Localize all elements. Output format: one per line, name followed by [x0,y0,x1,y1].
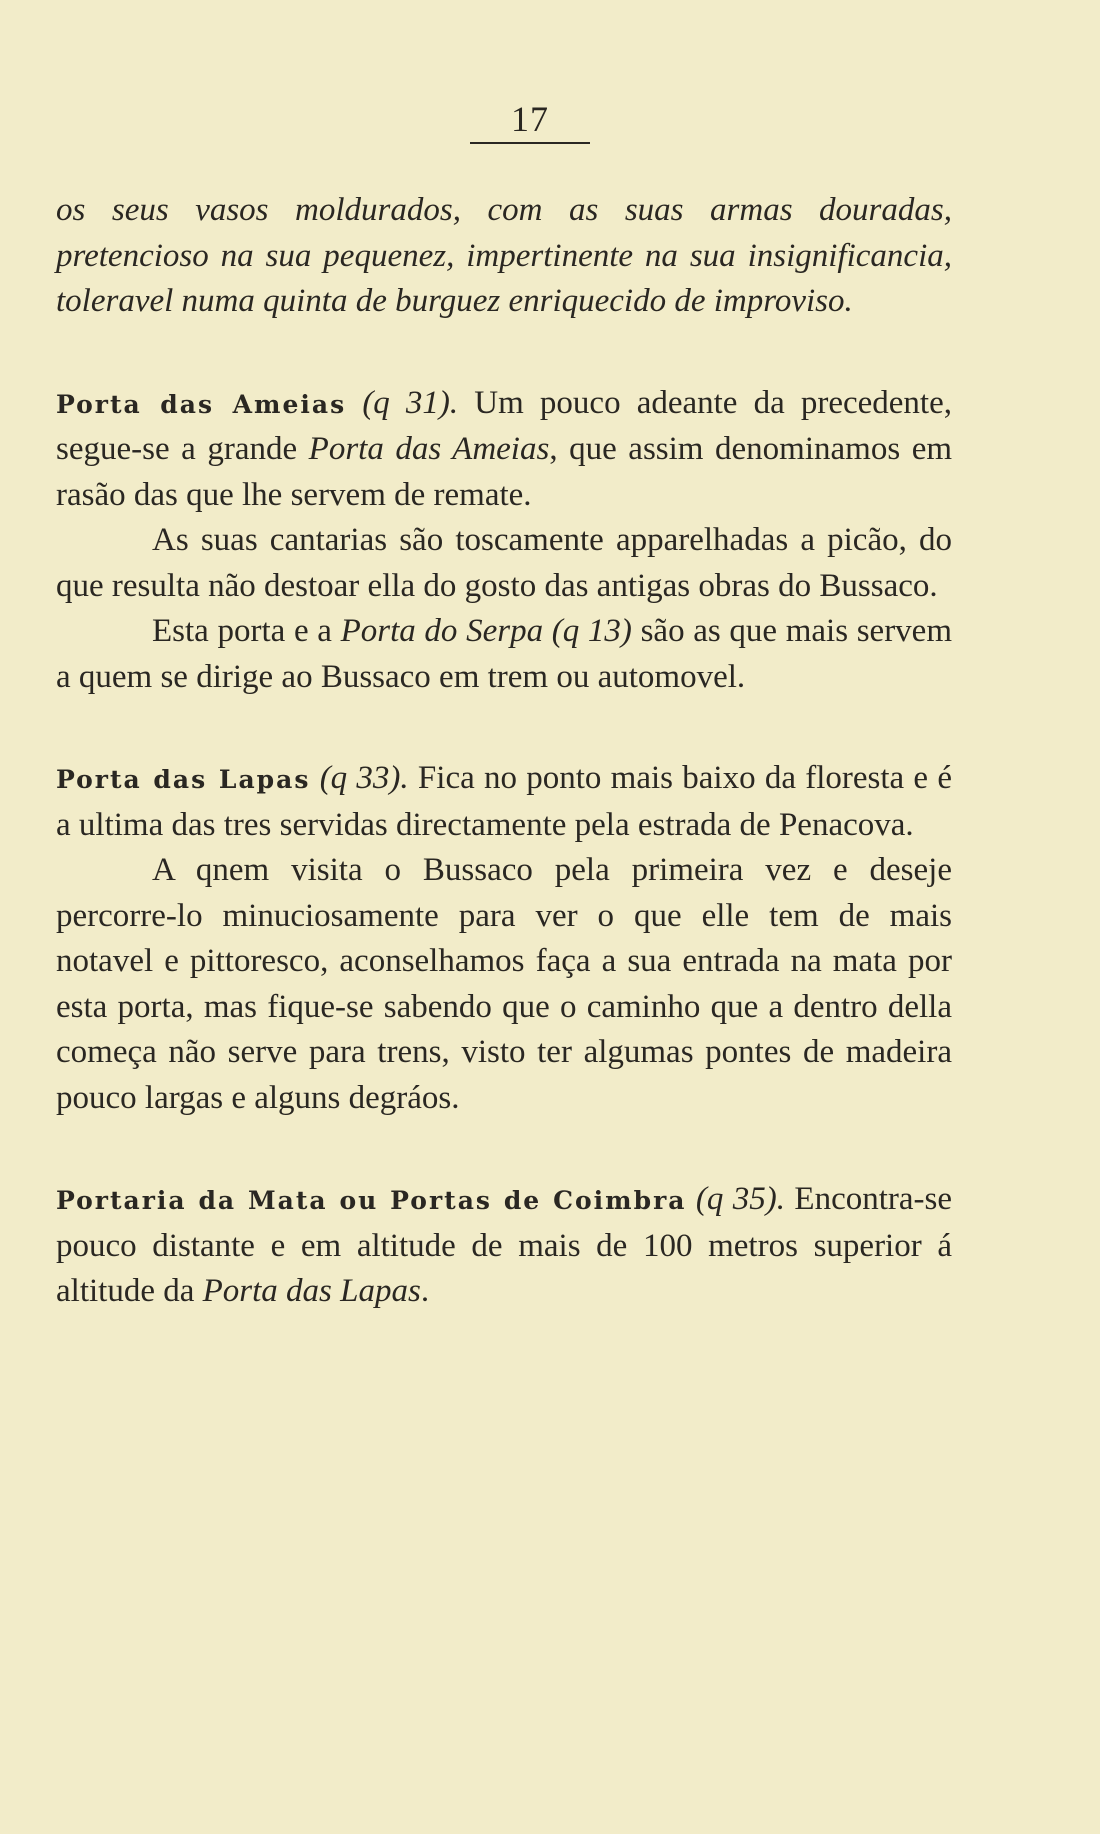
section-heading-ameias: Porta das Ameias [56,389,347,419]
page-number: 17 [511,99,549,139]
portaria-name: Porta das Lapas [202,1273,421,1309]
ameias-para3-a: Esta porta e a [152,613,341,649]
ameias-ref: (q 31). [362,384,459,421]
section-portaria [56,1177,952,1315]
portaria-ref: (q 35). [695,1181,785,1217]
ameias-text-1: Um pouco adeante da precedente, segue-se a grande [56,384,952,467]
section-lapas [56,756,952,848]
page-content [56,188,952,1315]
section-heading-portaria: Portaria da Mata ou Portas de Coimbra [56,1186,687,1215]
ameias-text-2: , que assim denominamos em rasão das que lhe servem de remate. [56,431,953,513]
lapas-text-1: Fica no ponto mais baixo da floresta e é a ultima das tres servidas directamente pela estrada de Penacova. [56,760,952,843]
page-number-rule [470,142,590,144]
portaria-text-2: . [420,1273,430,1309]
opening-paragraph: os seus vasos moldurados, com as suas armas douradas, pretencioso na sua pequenez, impertinente na sua insignificancia, toleravel numa quinta de burguez enriquecido de improviso. [56,192,952,319]
section-ameias [56,381,952,519]
ameias-para3-italic: Porta do Serpa (q 13) [340,613,632,649]
lapas-ref: (q 33). [319,760,409,796]
ameias-paragraph-3 [56,609,952,700]
ameias-para3-b: são as que mais servem a quem se dirige ao Bussaco em trem ou automovel. [56,613,952,695]
ameias-paragraph-2: As suas cantarias são toscamente apparelhadas a picão, do que resulta não destoar ella do gosto das antigas obras do Bussaco. [56,522,952,604]
section-heading-lapas: Porta das Lapas [56,765,311,794]
portaria-text-1: Encontra-se pouco distante e em altitude de mais de 100 metros superior á altitude da [56,1181,952,1309]
ameias-name: Porta das Ameias [308,431,550,467]
lapas-paragraph-2: A qnem visita o Bussaco pela primeira vez e deseje percorre-lo minuciosamente para ver o que elle tem de mais notavel e pittoresco, aconselhamos faça a sua entrada na mata por esta porta, mas fique-se sabendo que o caminho que a dentro della começa não serve para trens, visto ter algumas pontes de madeira pouco largas e alguns degráos. [56,852,952,1116]
